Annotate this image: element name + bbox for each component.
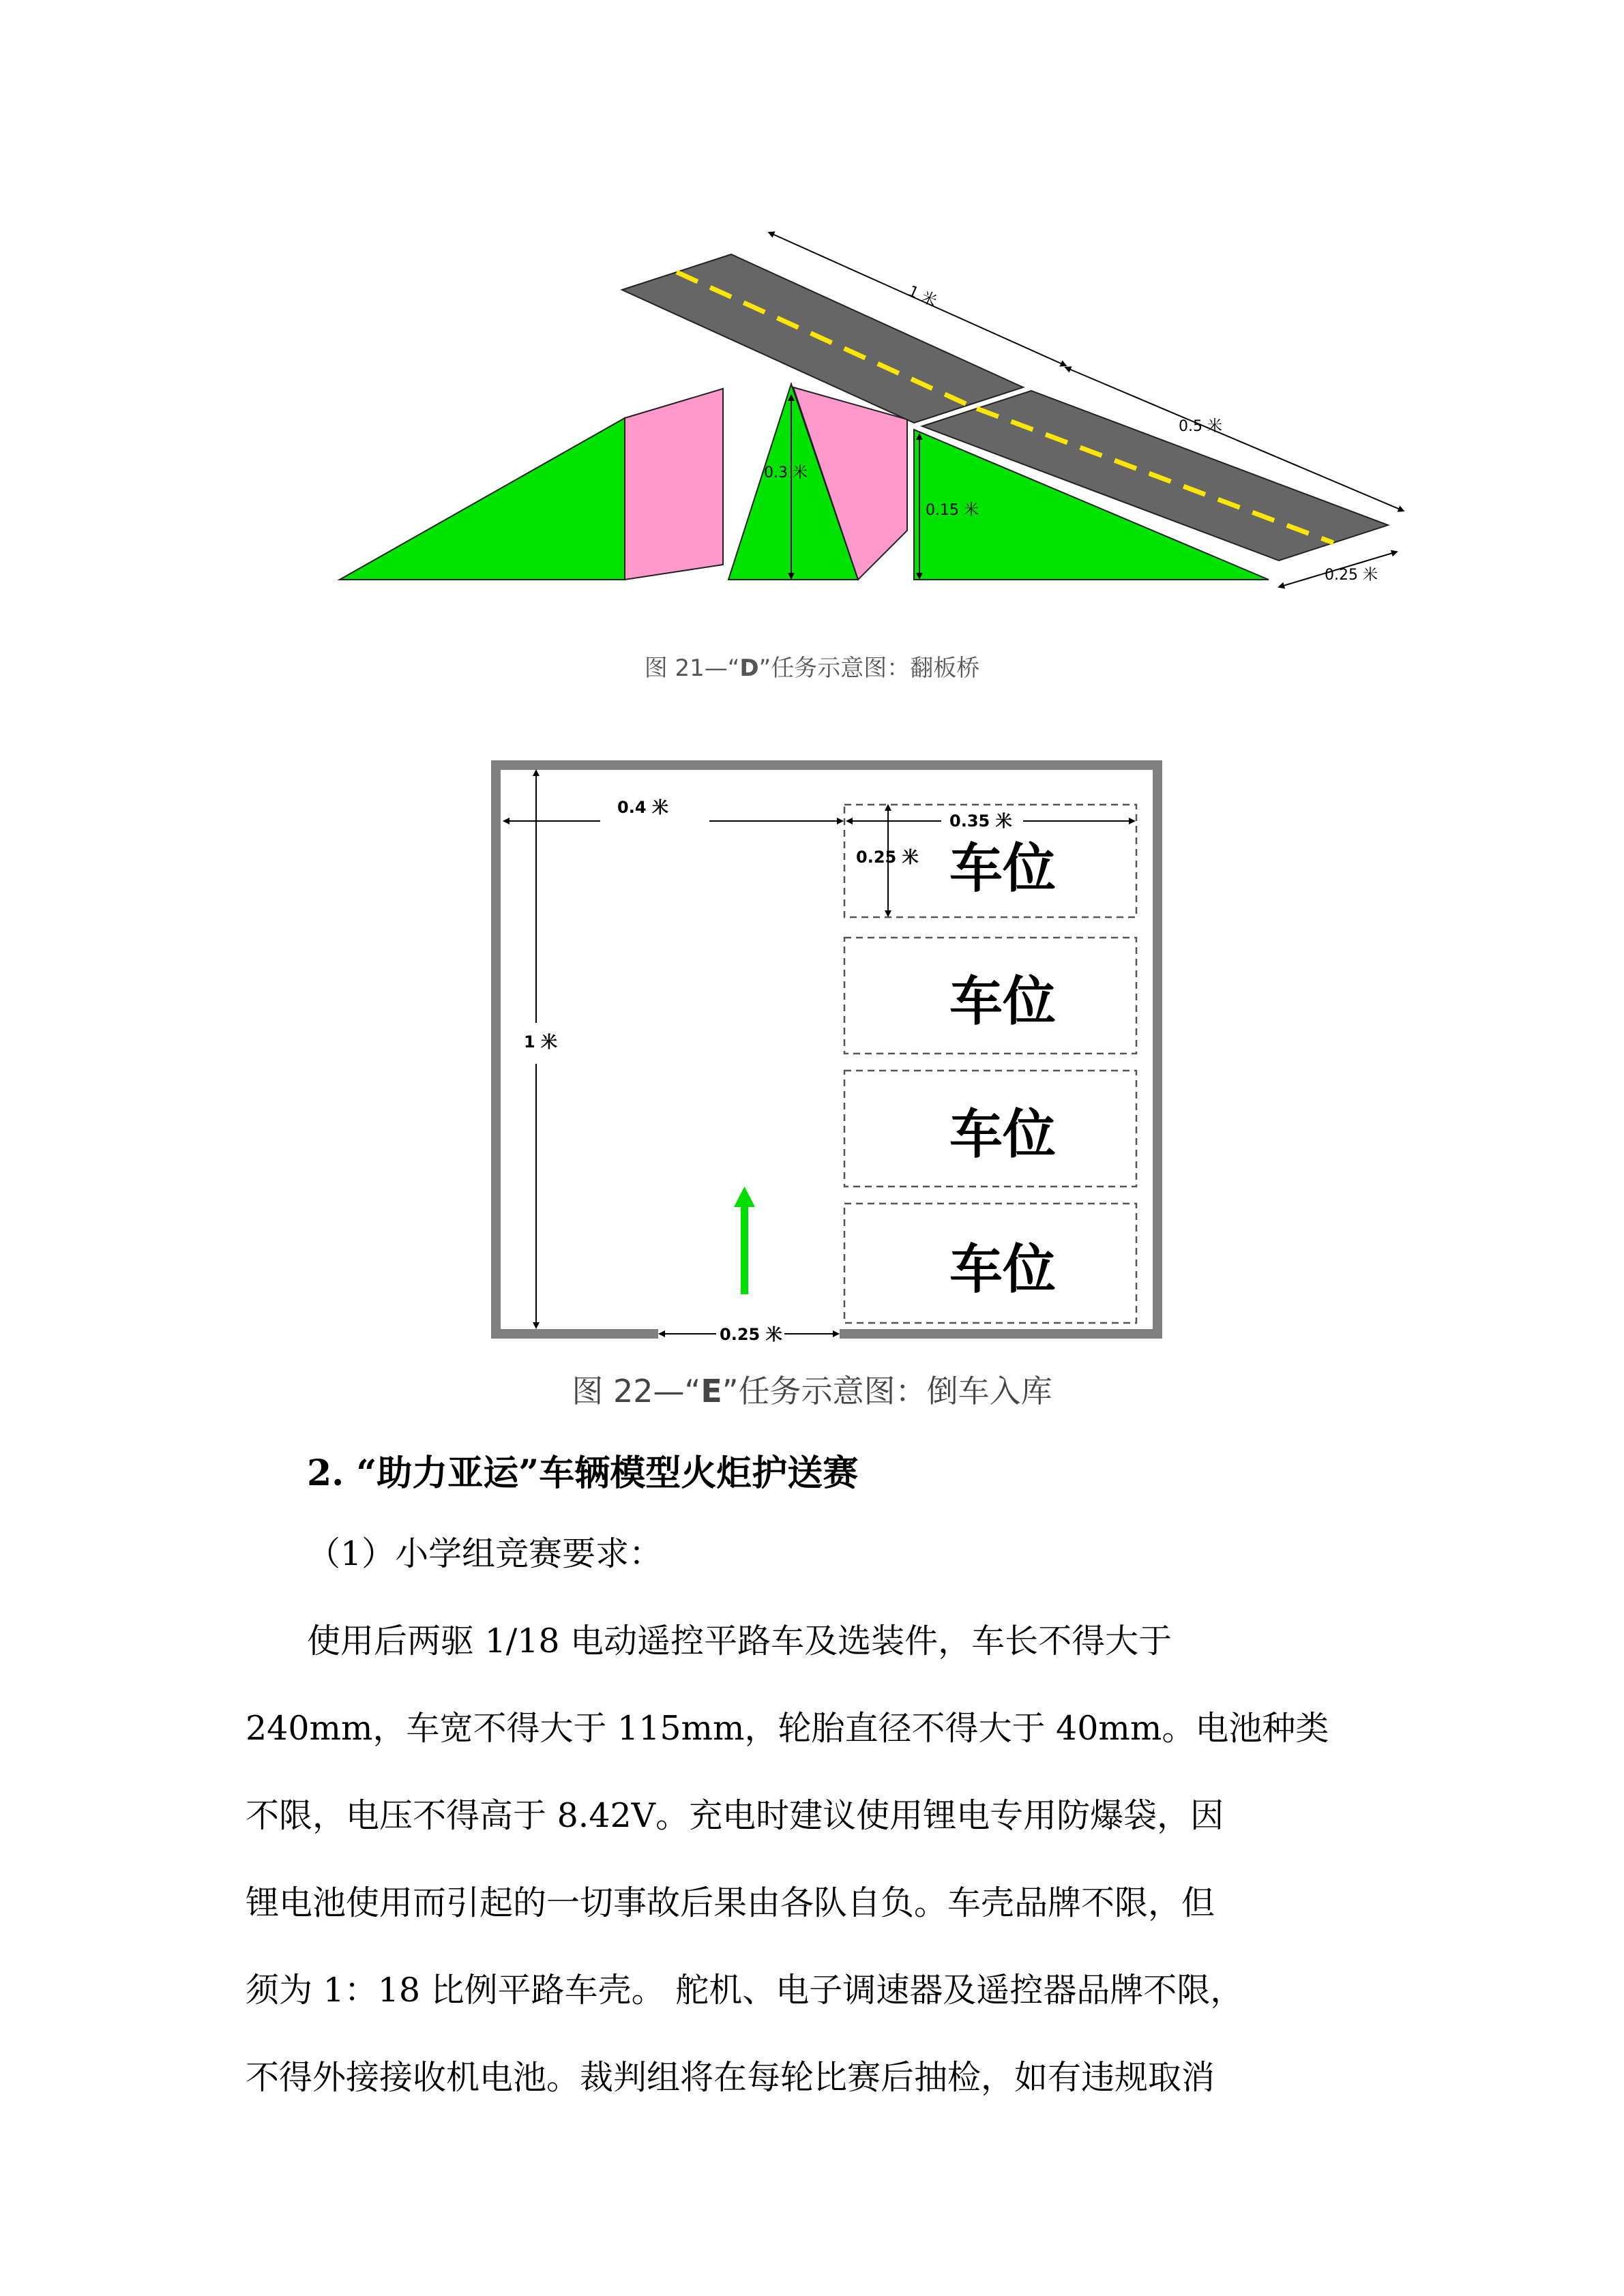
figure-22-reverse-parking: [0, 736, 1624, 1357]
label-05m: 0.5 米: [1179, 418, 1222, 435]
figure-22-caption: [0, 1367, 1624, 1412]
section-heading: 2. “助力亚运”车辆模型火炬护送赛: [307, 1452, 859, 1494]
parking-slot-1-label: 车位: [949, 838, 1057, 899]
left-ramp-green: [340, 418, 625, 580]
label-03m: 0.3 米: [764, 464, 808, 481]
figure-21-flip-bridge: [0, 0, 1624, 614]
caption-22-letter: E: [700, 1373, 722, 1410]
parking-slot-2-label: 车位: [949, 971, 1057, 1032]
caption-21-letter: D: [739, 655, 759, 682]
caption-22-prefix: 图 22—“: [572, 1373, 701, 1410]
label-025m-gap: 0.25 米: [720, 1325, 782, 1344]
label-025m-slot: 0.25 米: [856, 848, 919, 867]
green-direction-arrow: [734, 1187, 755, 1294]
parking-walls: [496, 765, 1157, 1334]
label-1m: 1 米: [905, 282, 940, 310]
caption-21-prefix: 图 21—“: [644, 655, 740, 682]
label-1m: 1 米: [524, 1032, 558, 1052]
left-ramp-pink-board: [625, 389, 723, 580]
parking-slot-3-label: 车位: [949, 1104, 1057, 1165]
label-04m: 0.4 米: [617, 798, 668, 817]
body-line-6: 不得外接接收机电池。裁判组将在每轮比赛后抽检，如有违规取消: [246, 2058, 1215, 2097]
label-025m: 0.25 米: [1325, 567, 1378, 584]
label-035m: 0.35 米: [949, 811, 1012, 831]
figure-21-caption: [0, 649, 1624, 683]
parking-slot-4-label: 车位: [949, 1239, 1057, 1300]
section-subheading: （1）小学组竞赛要求：: [307, 1534, 663, 1573]
body-line-4: 锂电池使用而引起的一切事故后果由各队自负。车壳品牌不限，但: [246, 1883, 1215, 1922]
label-015m: 0.15 米: [926, 502, 979, 519]
body-line-1: 使用后两驱 1/18 电动遥控平路车及选装件，车长不得大于: [307, 1622, 1172, 1660]
caption-22-suffix: ”任务示意图：倒车入库: [722, 1373, 1052, 1410]
caption-21-suffix: ”任务示意图：翻板桥: [758, 655, 980, 682]
body-line-3: 不限，电压不得高于 8.42V。充电时建议使用锂电专用防爆袋，因: [246, 1796, 1224, 1835]
body-line-5: 须为 1：18 比例平路车壳。 舵机、电子调速器及遥控器品牌不限，: [246, 1971, 1244, 2010]
body-line-2: 240mm，车宽不得大于 115mm，轮胎直径不得大于 40mm。电池种类: [246, 1709, 1329, 1748]
